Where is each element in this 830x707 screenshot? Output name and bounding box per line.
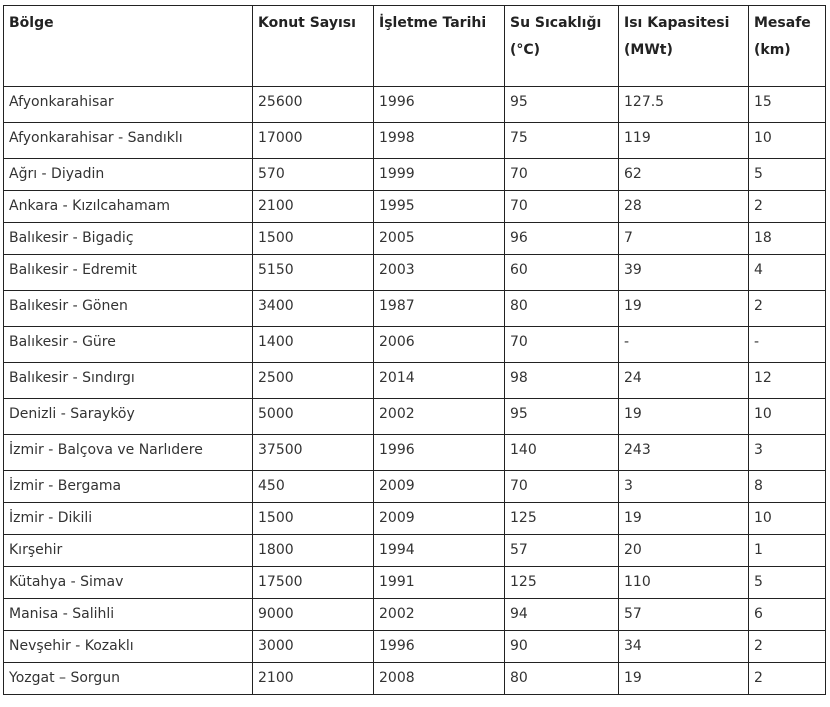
cell-su-sicakligi: 125 bbox=[505, 567, 619, 599]
cell-isletme-tarihi: 2014 bbox=[374, 363, 505, 399]
cell-su-sicakligi: 60 bbox=[505, 255, 619, 291]
cell-mesafe: 5 bbox=[749, 567, 826, 599]
table-row bbox=[4, 567, 826, 599]
cell-konut-sayisi: 17000 bbox=[253, 123, 374, 159]
table-row bbox=[4, 435, 826, 471]
cell-konut-sayisi: 1500 bbox=[253, 223, 374, 255]
geothermal-table bbox=[3, 5, 826, 695]
cell-isi-kapasitesi: 19 bbox=[619, 399, 749, 435]
cell-bolge: Nevşehir - Kozaklı bbox=[4, 631, 253, 663]
table-row bbox=[4, 159, 826, 191]
cell-su-sicakligi: 57 bbox=[505, 535, 619, 567]
cell-su-sicakligi: 80 bbox=[505, 663, 619, 695]
cell-mesafe: 12 bbox=[749, 363, 826, 399]
cell-mesafe: 2 bbox=[749, 191, 826, 223]
cell-konut-sayisi: 450 bbox=[253, 471, 374, 503]
table-row bbox=[4, 255, 826, 291]
cell-isletme-tarihi: 1995 bbox=[374, 191, 505, 223]
cell-su-sicakligi: 96 bbox=[505, 223, 619, 255]
cell-isi-kapasitesi: 19 bbox=[619, 291, 749, 327]
cell-konut-sayisi: 570 bbox=[253, 159, 374, 191]
table-row bbox=[4, 87, 826, 123]
cell-su-sicakligi: 94 bbox=[505, 599, 619, 631]
cell-isletme-tarihi: 2005 bbox=[374, 223, 505, 255]
cell-mesafe: 1 bbox=[749, 535, 826, 567]
cell-isi-kapasitesi: 39 bbox=[619, 255, 749, 291]
cell-konut-sayisi: 1500 bbox=[253, 503, 374, 535]
cell-bolge: Denizli - Sarayköy bbox=[4, 399, 253, 435]
table-row bbox=[4, 535, 826, 567]
cell-bolge: Ankara - Kızılcahamam bbox=[4, 191, 253, 223]
cell-isi-kapasitesi: 28 bbox=[619, 191, 749, 223]
cell-isletme-tarihi: 1996 bbox=[374, 631, 505, 663]
cell-su-sicakligi: 75 bbox=[505, 123, 619, 159]
cell-isi-kapasitesi: 24 bbox=[619, 363, 749, 399]
cell-bolge: Balıkesir - Gönen bbox=[4, 291, 253, 327]
cell-konut-sayisi: 1800 bbox=[253, 535, 374, 567]
header-isi-kapasitesi: Isı Kapasitesi (MWt) bbox=[619, 6, 749, 87]
cell-su-sicakligi: 70 bbox=[505, 471, 619, 503]
cell-mesafe: 2 bbox=[749, 291, 826, 327]
cell-bolge: İzmir - Dikili bbox=[4, 503, 253, 535]
cell-isletme-tarihi: 2002 bbox=[374, 599, 505, 631]
cell-isi-kapasitesi: 57 bbox=[619, 599, 749, 631]
cell-su-sicakligi: 70 bbox=[505, 191, 619, 223]
table-row bbox=[4, 291, 826, 327]
table-row bbox=[4, 191, 826, 223]
header-konut-sayisi: Konut Sayısı bbox=[253, 6, 374, 87]
cell-mesafe: 10 bbox=[749, 503, 826, 535]
table-row bbox=[4, 223, 826, 255]
cell-su-sicakligi: 98 bbox=[505, 363, 619, 399]
cell-isi-kapasitesi: 3 bbox=[619, 471, 749, 503]
cell-bolge: Balıkesir - Edremit bbox=[4, 255, 253, 291]
cell-bolge: Kırşehir bbox=[4, 535, 253, 567]
cell-isletme-tarihi: 1991 bbox=[374, 567, 505, 599]
cell-isi-kapasitesi: 20 bbox=[619, 535, 749, 567]
cell-mesafe: 3 bbox=[749, 435, 826, 471]
cell-mesafe: 2 bbox=[749, 631, 826, 663]
cell-isletme-tarihi: 2006 bbox=[374, 327, 505, 363]
table-row bbox=[4, 663, 826, 695]
cell-konut-sayisi: 25600 bbox=[253, 87, 374, 123]
cell-konut-sayisi: 2100 bbox=[253, 191, 374, 223]
cell-konut-sayisi: 2100 bbox=[253, 663, 374, 695]
cell-mesafe: 6 bbox=[749, 599, 826, 631]
cell-mesafe: 8 bbox=[749, 471, 826, 503]
header-isletme-tarihi: İşletme Tarihi bbox=[374, 6, 505, 87]
cell-isletme-tarihi: 2003 bbox=[374, 255, 505, 291]
cell-isletme-tarihi: 1999 bbox=[374, 159, 505, 191]
cell-mesafe: 4 bbox=[749, 255, 826, 291]
cell-isi-kapasitesi: - bbox=[619, 327, 749, 363]
table-row bbox=[4, 471, 826, 503]
cell-su-sicakligi: 95 bbox=[505, 87, 619, 123]
cell-isletme-tarihi: 1987 bbox=[374, 291, 505, 327]
cell-bolge: İzmir - Bergama bbox=[4, 471, 253, 503]
cell-konut-sayisi: 9000 bbox=[253, 599, 374, 631]
cell-su-sicakligi: 140 bbox=[505, 435, 619, 471]
cell-bolge: Afyonkarahisar - Sandıklı bbox=[4, 123, 253, 159]
cell-mesafe: 10 bbox=[749, 399, 826, 435]
cell-konut-sayisi: 5150 bbox=[253, 255, 374, 291]
cell-su-sicakligi: 95 bbox=[505, 399, 619, 435]
cell-konut-sayisi: 1400 bbox=[253, 327, 374, 363]
cell-isi-kapasitesi: 243 bbox=[619, 435, 749, 471]
cell-konut-sayisi: 5000 bbox=[253, 399, 374, 435]
table-row bbox=[4, 503, 826, 535]
cell-isi-kapasitesi: 62 bbox=[619, 159, 749, 191]
cell-isi-kapasitesi: 127.5 bbox=[619, 87, 749, 123]
cell-isi-kapasitesi: 110 bbox=[619, 567, 749, 599]
cell-bolge: Yozgat – Sorgun bbox=[4, 663, 253, 695]
cell-isletme-tarihi: 2002 bbox=[374, 399, 505, 435]
cell-mesafe: 2 bbox=[749, 663, 826, 695]
cell-isletme-tarihi: 2008 bbox=[374, 663, 505, 695]
cell-isletme-tarihi: 1994 bbox=[374, 535, 505, 567]
cell-konut-sayisi: 3000 bbox=[253, 631, 374, 663]
cell-konut-sayisi: 17500 bbox=[253, 567, 374, 599]
cell-konut-sayisi: 37500 bbox=[253, 435, 374, 471]
header-su-sicakligi: Su Sıcaklığı (°C) bbox=[505, 6, 619, 87]
cell-isletme-tarihi: 1996 bbox=[374, 435, 505, 471]
cell-bolge: İzmir - Balçova ve Narlıdere bbox=[4, 435, 253, 471]
cell-isi-kapasitesi: 19 bbox=[619, 503, 749, 535]
cell-su-sicakligi: 80 bbox=[505, 291, 619, 327]
cell-mesafe: 18 bbox=[749, 223, 826, 255]
cell-konut-sayisi: 3400 bbox=[253, 291, 374, 327]
header-mesafe: Mesafe (km) bbox=[749, 6, 826, 87]
cell-isletme-tarihi: 2009 bbox=[374, 471, 505, 503]
cell-bolge: Kütahya - Simav bbox=[4, 567, 253, 599]
cell-su-sicakligi: 90 bbox=[505, 631, 619, 663]
table-row bbox=[4, 631, 826, 663]
cell-bolge: Afyonkarahisar bbox=[4, 87, 253, 123]
cell-bolge: Balıkesir - Bigadiç bbox=[4, 223, 253, 255]
cell-isi-kapasitesi: 119 bbox=[619, 123, 749, 159]
cell-isletme-tarihi: 2009 bbox=[374, 503, 505, 535]
cell-isi-kapasitesi: 19 bbox=[619, 663, 749, 695]
cell-bolge: Balıkesir - Sındırgı bbox=[4, 363, 253, 399]
cell-isi-kapasitesi: 7 bbox=[619, 223, 749, 255]
cell-isi-kapasitesi: 34 bbox=[619, 631, 749, 663]
header-bolge: Bölge bbox=[4, 6, 253, 87]
cell-mesafe: - bbox=[749, 327, 826, 363]
cell-su-sicakligi: 125 bbox=[505, 503, 619, 535]
table-row bbox=[4, 399, 826, 435]
table-row bbox=[4, 363, 826, 399]
cell-su-sicakligi: 70 bbox=[505, 327, 619, 363]
cell-bolge: Ağrı - Diyadin bbox=[4, 159, 253, 191]
cell-isletme-tarihi: 1996 bbox=[374, 87, 505, 123]
cell-konut-sayisi: 2500 bbox=[253, 363, 374, 399]
cell-mesafe: 5 bbox=[749, 159, 826, 191]
table-row bbox=[4, 327, 826, 363]
cell-su-sicakligi: 70 bbox=[505, 159, 619, 191]
cell-bolge: Manisa - Salihli bbox=[4, 599, 253, 631]
header-row bbox=[4, 6, 826, 87]
table-row bbox=[4, 123, 826, 159]
cell-mesafe: 15 bbox=[749, 87, 826, 123]
cell-mesafe: 10 bbox=[749, 123, 826, 159]
table-row bbox=[4, 599, 826, 631]
cell-bolge: Balıkesir - Güre bbox=[4, 327, 253, 363]
cell-isletme-tarihi: 1998 bbox=[374, 123, 505, 159]
